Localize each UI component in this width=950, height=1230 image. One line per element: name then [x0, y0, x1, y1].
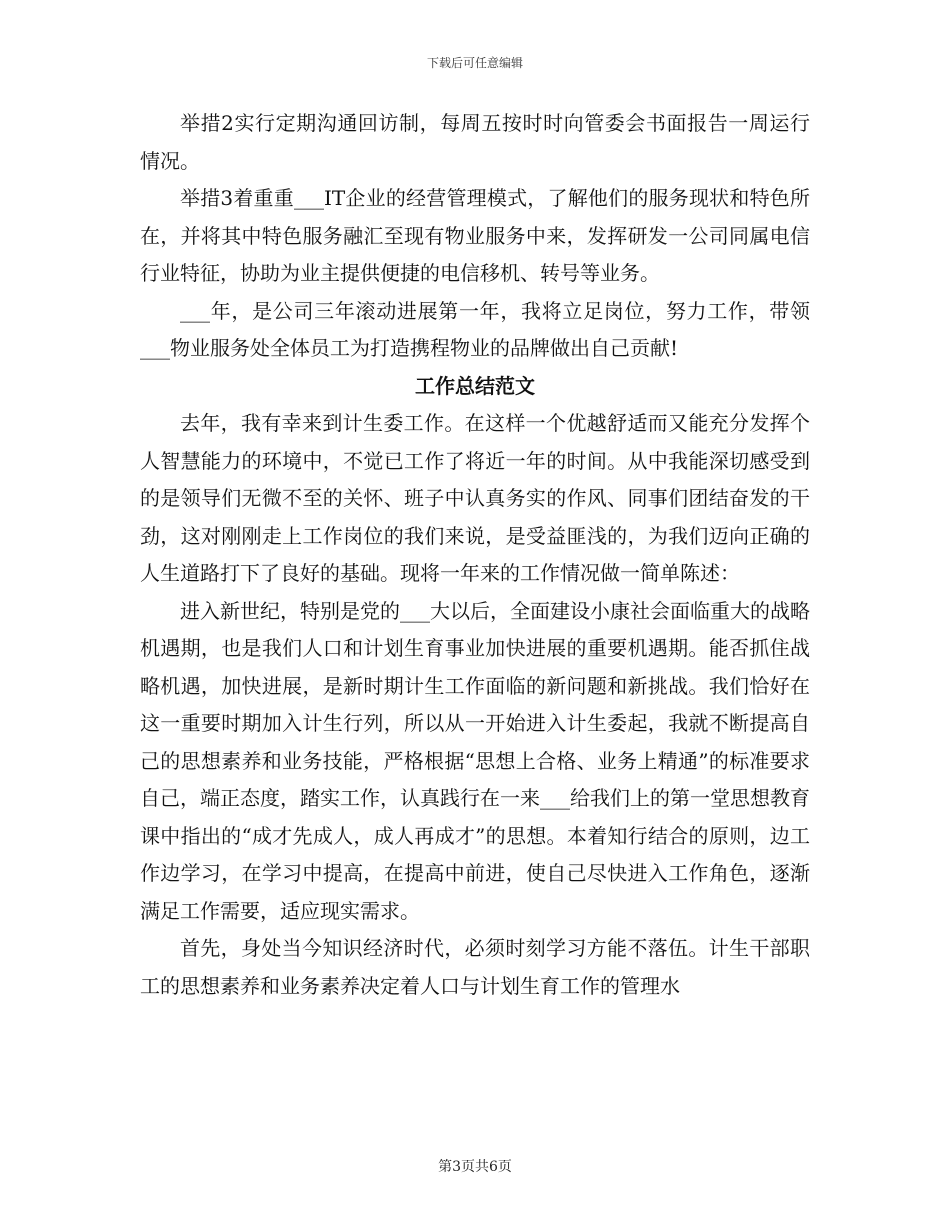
section-title: 工作总结范文	[415, 373, 535, 398]
paragraph-intro: 去年，我有幸来到计生委工作。在这样一个优越舒适而又能充分发挥个人智慧能力的环境中，不觉已工作了将近一年的时间。从中我能深切感受到的是领导们无微不至的关怀、班子中认真务实的作风、同事们团结奋发的干劲，这对刚刚走上工作岗位的我们来说，是受益匪浅的，为我们迈向正确的人生道路打下了良好的基础。现将一年来的工作情况做一简单陈述：	[140, 411, 810, 585]
paragraph-measure-3: 举措3着重重___IT企业的经营管理模式，了解他们的服务现状和特色所在，并将其中特色服务融汇至现有物业服务中来，发挥研发一公司同属电信行业特征，协助为业主提供便捷的电信移机、转号等业务。	[140, 186, 810, 285]
paragraph-new-century: 进入新世纪，特别是党的___大以后，全面建设小康社会面临重大的战略机遇期，也是我们人口和计划生育事业加快进展的重要机遇期。能否抓住战略机遇，加快进展，是新时期计生工作面临的新问题和新挑战。我们恰好在这一重要时期加入计生行列，所以从一开始进入计生委起，我就不断提高自己的思想素养和业务技能，严格根据“思想上合格、业务上精通”的标准要求自己，端正态度，踏实工作，认真践行在一来___给我们上的第一堂思想教育课中指出的“成才先成人，成人再成才”的思想。本着知行结合的原则，边工作边学习，在学习中提高，在提高中前进，使自己尽快进入工作角色，逐渐满足工作需要，适应现实需求。	[140, 598, 810, 923]
page-number: 第3页共6页	[438, 1159, 512, 1175]
document-body	[140, 105, 810, 1005]
paragraph-year-plan: ___年，是公司三年滚动进展第一年，我将立足岗位，努力工作，带领___物业服务处全体员工为打造携程物业的品牌做出自己贡献!	[140, 298, 810, 360]
paragraph-first: 首先，身处当今知识经济时代，必须时刻学习方能不落伍。计生干部职工的思想素养和业务素养决定着人口与计划生育工作的管理水	[140, 936, 810, 998]
page-header: 下载后可任意编辑	[426, 56, 523, 70]
paragraph-measure-2: 举措2实行定期沟通回访制，每周五按时时向管委会书面报告一周运行情况。	[140, 111, 810, 173]
